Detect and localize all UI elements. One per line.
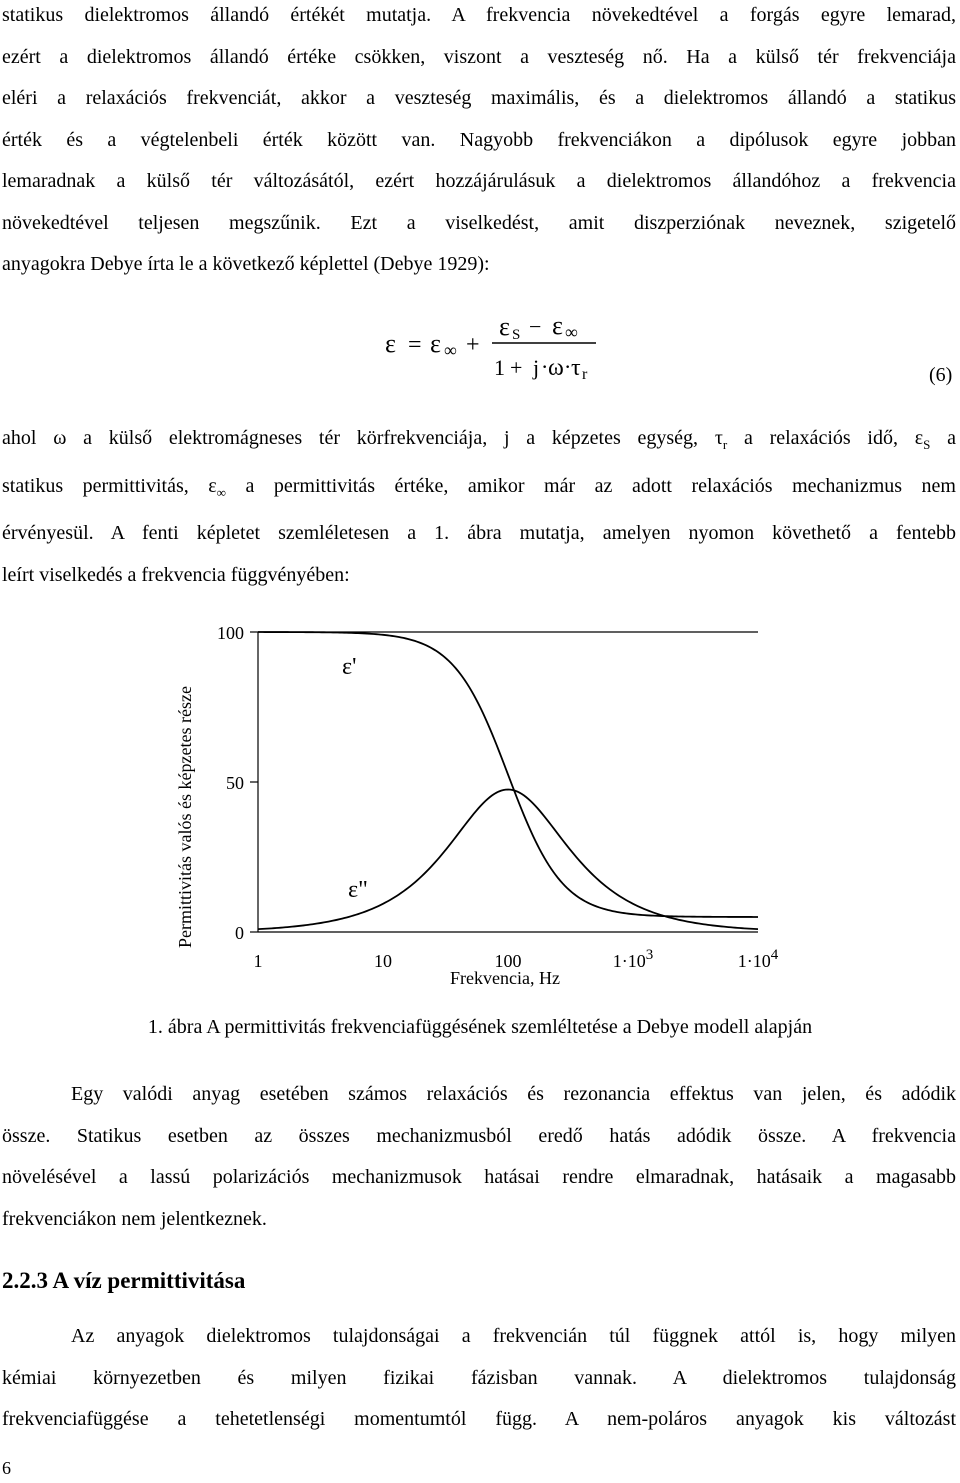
annotation-real: ε' (342, 654, 357, 680)
text-line: frekvenciafüggése a tehetetlenségi momentumtól függ. A nem-poláros anyagok kis változást (2, 1408, 956, 1430)
eq-equals: = (408, 332, 422, 358)
y-tick-label: 100 (217, 623, 244, 643)
text-line: Egy valódi anyag esetében számos relaxációs és rezonancia effektus van jelen, és adódik (71, 1083, 956, 1105)
eq-den-one: 1 (494, 355, 505, 380)
eq-den-j: j (533, 355, 540, 380)
eq-den-dot2: · (564, 354, 572, 379)
permittivity-chart (0, 600, 960, 1000)
paragraph-2 (2, 418, 956, 596)
paragraph-4 (2, 1316, 956, 1441)
eq-den-omega: ω (548, 355, 564, 381)
text-line: Az anyagok dielektromos tulajdonságai a frekvencián túl függnek attól is, hogy milyen (71, 1325, 956, 1347)
text-line: növekedtével teljesen megszűnik. Ezt a viselkedést, amit diszperziónak neveznek, szigetelő (2, 211, 956, 234)
x-tick-label: $1\cdot 10^4$ (737, 947, 779, 971)
text-line: ezért a dielektromos állandó értéke csökken, viszont a veszteség nő. Ha a külső tér frekvenciája (2, 45, 956, 68)
y-tick-label: 50 (226, 773, 244, 793)
annotation-imag: ε" (348, 877, 368, 903)
text-line: növelésével a lassú polarizációs mechanizmusok hatásai rendre elmaradnak, hatásaik a magasabb (2, 1166, 956, 1188)
text-line: frekvenciákon nem jelentkeznek. (2, 1207, 267, 1230)
text-line: ahol ω a külső elektromágneses tér körfrekvenciája, j a képzetes egység, $\tau_r$ a relaxációs idő, $\varepsilon_S$ a (2, 427, 957, 452)
text-line: lemaradnak a külső tér változásától, ezért hozzájárulásuk a dielektromos állandóhoz a frekvencia (2, 170, 956, 192)
x-axis-label: Frekvencia, Hz (450, 968, 560, 988)
eq-lhs: ε (385, 329, 396, 358)
text-line: össze. Statikus esetben az összes mechanizmusból eredő hatás adódik össze. A frekvencia (2, 1124, 956, 1147)
eq-minus: − (529, 314, 542, 339)
eq-num-eps2: ε (552, 311, 563, 340)
eq-den-plus: + (510, 355, 523, 380)
page-number: 6 (2, 1458, 11, 1478)
eq-num-eps: ε (499, 312, 510, 341)
x-tick-label: 1 (253, 951, 263, 971)
text-line: anyagokra Debye írta le a következő képlettel (Debye 1929): (2, 253, 490, 275)
series-imag-line (258, 790, 758, 930)
eq-inf-sub: ∞ (444, 340, 457, 360)
series-real-line (258, 632, 758, 917)
eq-plus: + (466, 332, 480, 358)
x-tick-label: $1\cdot 10^3$ (612, 947, 654, 971)
text-line: érték és a végtelenbeli érték között van. Nagyobb frekvenciákon a dipólusok egyre jobban (2, 128, 956, 151)
figure-caption: 1. ábra A permittivitás frekvenciafüggésének szemléltetése a Debye modell alapján (147, 1016, 813, 1038)
eq-eps-inf: ε (430, 329, 441, 358)
text-line: leírt viselkedés a frekvencia függvényében: (2, 563, 350, 586)
text-line: kémiai környezetben és milyen fizikai fázisban vannak. A dielektromos tulajdonság (2, 1366, 956, 1389)
debye-equation (360, 300, 620, 390)
text-line: eléri a relaxációs frekvenciát, akkor a veszteség maximális, és a dielektromos állandó a statikus (2, 87, 956, 109)
paragraph-3 (2, 1074, 956, 1240)
x-tick-label: 100 (494, 951, 522, 971)
y-axis-label: Permittivitás valós és képzetes része (175, 686, 195, 948)
paragraph-1 (2, 0, 956, 286)
text-line: statikus permittivitás, $\varepsilon_\infty$ a permittivitás értéke, amikor már az adott relaxációs mechanizmus nem (2, 474, 956, 500)
y-tick-label: 0 (235, 923, 244, 943)
x-tick-label: 10 (374, 951, 392, 971)
eq-num-inf: ∞ (565, 322, 578, 342)
eq-den-tau: τ (571, 355, 581, 381)
eq-den-sub-r: r (582, 366, 588, 383)
eq-den-dot1: · (541, 354, 549, 379)
text-line: érvényesül. A fenti képletet szemléletesen a 1. ábra mutatja, amelyen nyomon követhető a fentebb (2, 522, 956, 544)
eq-num-sub-s: S (512, 327, 521, 343)
equation-number: (6) (929, 364, 953, 386)
text-line: statikus dielektromos állandó értékét mutatja. A frekvencia növekedtével a forgás egyre lemarad, (2, 4, 956, 26)
section-heading: 2.2.3 A víz permittivitása (2, 1268, 246, 1293)
